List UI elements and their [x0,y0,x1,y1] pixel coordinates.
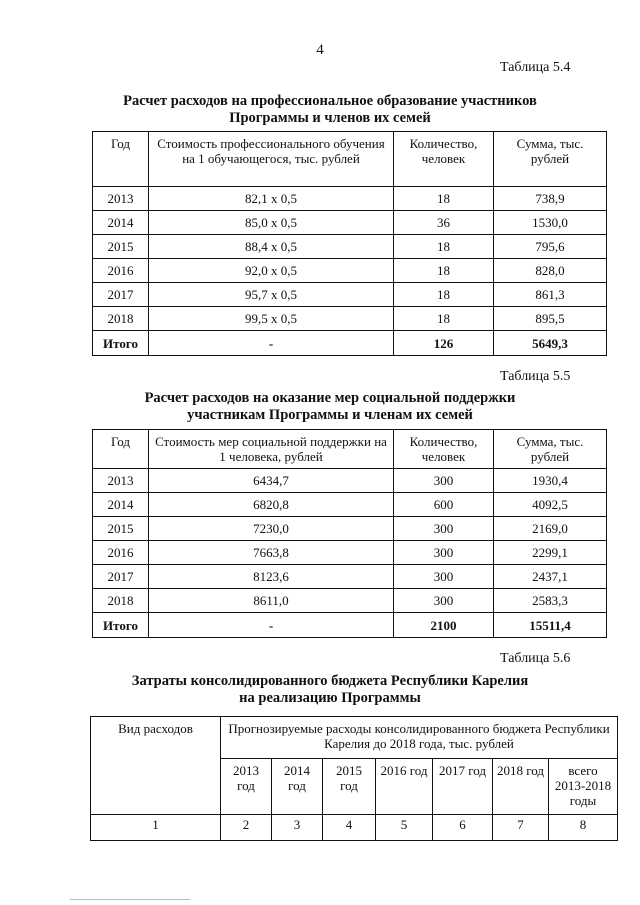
header-cell-expense-type: Вид расходов [91,717,221,815]
cell: 2018 [93,307,149,331]
table-row [93,517,607,541]
cell: 36 [394,211,494,235]
title-line: участникам Программы и членам их семей [187,407,473,423]
cell: 7663,8 [149,541,394,565]
cell: 95,7 х 0,5 [149,283,394,307]
cell: 85,0 х 0,5 [149,211,394,235]
table-row [93,469,607,493]
cell: 6 [433,815,493,841]
cell: 300 [394,469,494,493]
header-cell-year: 2013 год [221,759,272,815]
cell: 1930,4 [494,469,607,493]
cell: 4 [323,815,376,841]
header-cell-forecast-group: Прогнозируемые расходы консолидированного бюджета Республики Карелия до 2018 года, тыс. рублей [221,717,618,759]
header-cell-total: всего 2013-2018 годы [549,759,618,815]
table-5-4-label: Таблица 5.4 [500,60,571,75]
cell: 18 [394,259,494,283]
title-line: Расчет расходов на профессиональное образование участников [123,93,537,109]
cell: Итого [93,613,149,638]
cell: 7 [493,815,549,841]
page-number: 4 [316,42,324,58]
title-line: Расчет расходов на оказание мер социальной поддержки [144,390,516,406]
header-cell: Количество, человек [394,430,494,469]
cell: 18 [394,235,494,259]
bottom-edge-artifact [70,899,190,900]
cell: - [149,331,394,356]
cell: 2583,3 [494,589,607,613]
cell: Итого [93,331,149,356]
cell: 126 [394,331,494,356]
table-header-row [91,717,618,759]
cell: 300 [394,565,494,589]
header-cell: Стоимость мер социальной поддержки на 1 человека, рублей [149,430,394,469]
table-row [93,493,607,517]
cell: 8123,6 [149,565,394,589]
table-row [93,589,607,613]
table-row [93,211,607,235]
header-cell: Стоимость профессионального обучения на 1 обучающегося, тыс. рублей [149,132,394,187]
table-header-row [93,132,607,187]
cell: 6434,7 [149,469,394,493]
cell: 795,6 [494,235,607,259]
table-row [93,259,607,283]
cell: 8 [549,815,618,841]
cell: 5 [376,815,433,841]
table-total-row [93,613,607,638]
table-row [93,565,607,589]
header-cell: Год [93,132,149,187]
cell: 2014 [93,493,149,517]
cell: 2013 [93,469,149,493]
table-5-4-title [80,93,580,127]
table-row [93,541,607,565]
cell: 2013 [93,187,149,211]
header-cell: Сумма, тыс. рублей [494,430,607,469]
cell: 2014 [93,211,149,235]
table-row [91,815,618,841]
cell: 18 [394,283,494,307]
cell: 1530,0 [494,211,607,235]
header-cell: Год [93,430,149,469]
cell: 2017 [93,565,149,589]
cell: 92,0 х 0,5 [149,259,394,283]
cell: 4092,5 [494,493,607,517]
cell: 99,5 х 0,5 [149,307,394,331]
header-cell: Сумма, тыс. рублей [494,132,607,187]
cell: 18 [394,187,494,211]
title-line: Программы и членов их семей [229,110,431,126]
table-5-5-label: Таблица 5.5 [500,369,571,384]
header-cell: Количество, человек [394,132,494,187]
cell: 2100 [394,613,494,638]
cell: 3 [272,815,323,841]
table-row [93,283,607,307]
cell: - [149,613,394,638]
cell: 6820,8 [149,493,394,517]
cell: 600 [394,493,494,517]
table-5-4 [92,131,607,356]
cell: 2015 [93,235,149,259]
cell: 895,5 [494,307,607,331]
cell: 738,9 [494,187,607,211]
cell: 861,3 [494,283,607,307]
cell: 2016 [93,541,149,565]
cell: 7230,0 [149,517,394,541]
table-5-6-title [80,673,580,707]
cell: 88,4 х 0,5 [149,235,394,259]
cell: 2169,0 [494,517,607,541]
cell: 5649,3 [494,331,607,356]
cell: 15511,4 [494,613,607,638]
header-cell-year: 2016 год [376,759,433,815]
title-line: Затраты консолидированного бюджета Республики Карелия [131,673,529,689]
cell: 82,1 х 0,5 [149,187,394,211]
header-cell-year: 2018 год [493,759,549,815]
cell: 2016 [93,259,149,283]
table-header-row [93,430,607,469]
cell: 828,0 [494,259,607,283]
table-row [93,187,607,211]
table-5-5-title [80,390,580,424]
table-5-5 [92,429,607,638]
table-total-row [93,331,607,356]
header-cell-year: 2015 год [323,759,376,815]
cell: 18 [394,307,494,331]
cell: 2299,1 [494,541,607,565]
cell: 300 [394,517,494,541]
cell: 2017 [93,283,149,307]
header-cell-year: 2017 год [433,759,493,815]
table-row [93,235,607,259]
header-cell-year: 2014 год [272,759,323,815]
table-row [93,307,607,331]
title-line: на реализацию Программы [239,690,421,706]
table-5-6-label: Таблица 5.6 [500,651,571,666]
cell: 300 [394,589,494,613]
cell: 2018 [93,589,149,613]
cell: 2015 [93,517,149,541]
cell: 8611,0 [149,589,394,613]
cell: 2 [221,815,272,841]
cell: 1 [91,815,221,841]
cell: 300 [394,541,494,565]
cell: 2437,1 [494,565,607,589]
table-5-6 [90,716,618,841]
